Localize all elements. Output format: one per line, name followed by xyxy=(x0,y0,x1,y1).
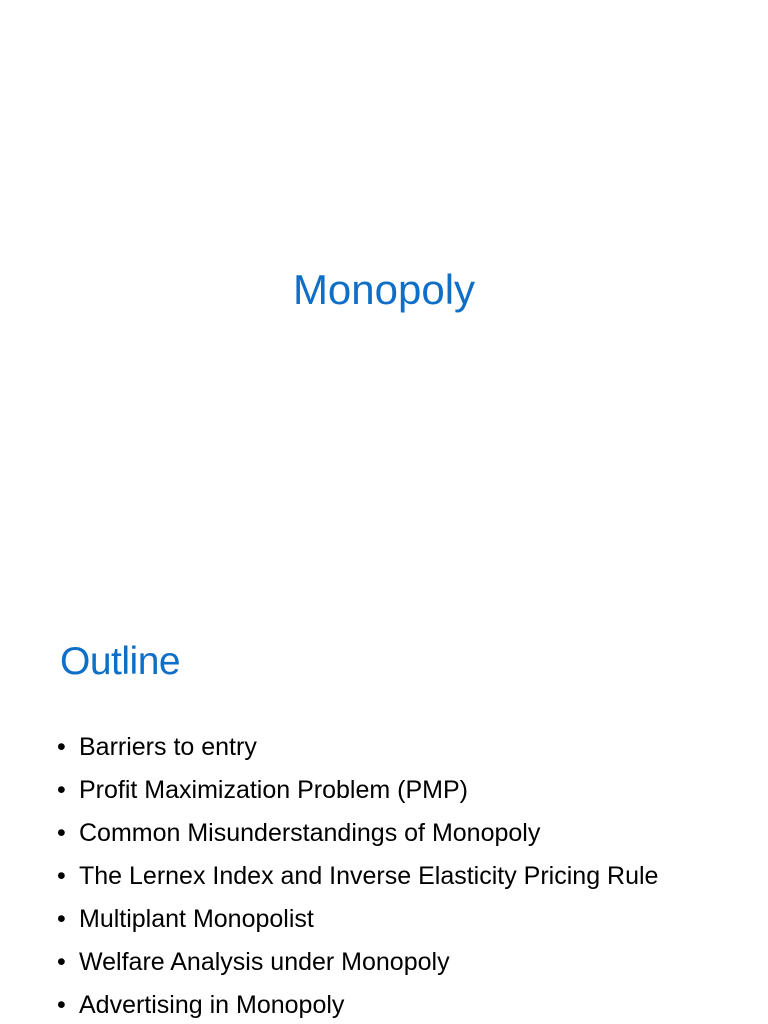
bullet-icon: • xyxy=(57,819,66,847)
outline-item xyxy=(57,898,658,941)
bullet-icon: • xyxy=(57,948,66,976)
bullet-icon: • xyxy=(57,991,66,1019)
bullet-icon: • xyxy=(57,733,66,761)
outline-item-text: Multiplant Monopolist xyxy=(79,905,314,933)
outline-item xyxy=(57,726,658,769)
outline-heading: Outline xyxy=(60,640,181,683)
bullet-icon: • xyxy=(57,905,66,933)
outline-slide xyxy=(0,576,768,1024)
bullet-icon: • xyxy=(57,862,66,890)
outline-item xyxy=(57,941,658,984)
outline-item-text: Common Misunderstandings of Monopoly xyxy=(79,819,541,847)
outline-item-text: Advertising in Monopoly xyxy=(79,991,345,1019)
outline-item-text: Welfare Analysis under Monopoly xyxy=(79,948,450,976)
outline-item-text: The Lernex Index and Inverse Elasticity Pricing Rule xyxy=(79,862,659,890)
outline-item-text: Barriers to entry xyxy=(79,733,257,761)
outline-item xyxy=(57,855,658,898)
outline-item xyxy=(57,984,658,1024)
outline-list xyxy=(57,726,658,1024)
outline-item xyxy=(57,769,658,812)
slide-title: Monopoly xyxy=(292,266,476,313)
outline-item-text: Profit Maximization Problem (PMP) xyxy=(79,776,468,804)
bullet-icon: • xyxy=(57,776,66,804)
outline-item xyxy=(57,812,658,855)
